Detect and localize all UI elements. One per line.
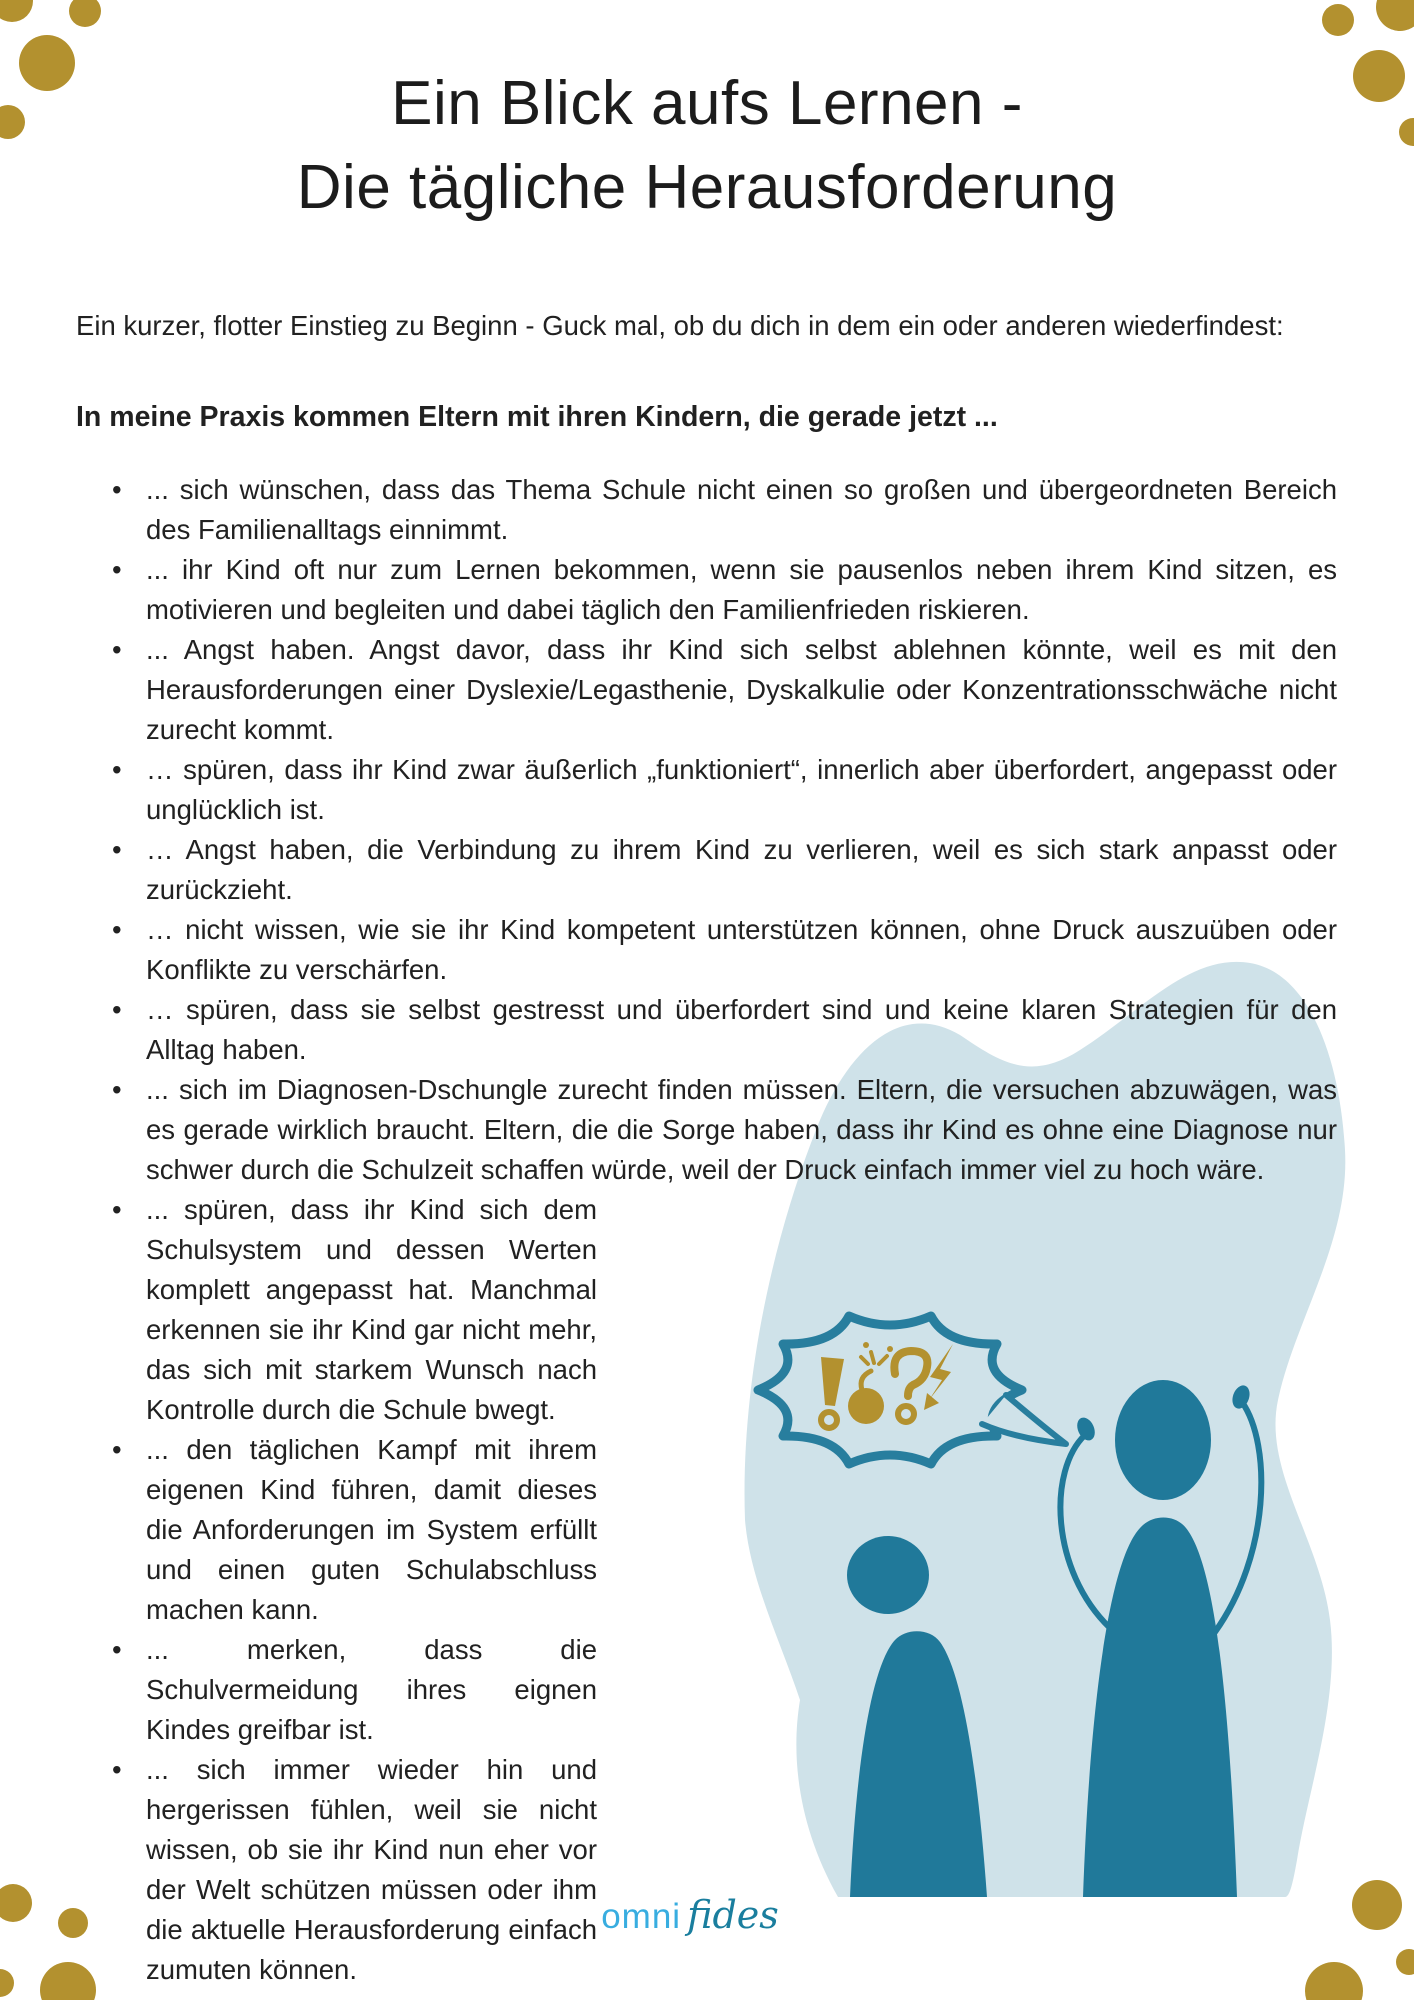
page-title	[0, 62, 1414, 230]
intro-paragraph: Ein kurzer, flotter Einstieg zu Beginn - Guck mal, ob du dich in dem ein oder anderen wiederfindest:	[76, 310, 1284, 341]
list-item: • ... merken, dass die Schulvermeidung ihres eignen Kindes greifbar ist.	[106, 1630, 597, 1750]
bullet-list-full-width	[106, 470, 1337, 1190]
list-item: • ... sich wünschen, dass das Thema Schule nicht einen so großen und übergeordneten Bereich des Familienalltags einnimmt.	[106, 470, 1337, 550]
section-heading: In meine Praxis kommen Eltern mit ihren Kindern, die gerade jetzt ...	[76, 401, 998, 433]
page-title-line1: Ein Blick aufs Lernen -	[391, 69, 1023, 138]
list-item: • … spüren, dass sie selbst gestresst und überfordert sind und keine klaren Strategien für den Alltag haben.	[106, 990, 1337, 1070]
list-item: • ... den täglichen Kampf mit ihrem eigenen Kind führen, damit dieses die Anforderungen im System erfüllt und einen guten Schulabschluss machen kann.	[106, 1430, 597, 1630]
list-item: • ... sich im Diagnosen-Dschungle zurecht finden müssen. Eltern, die versuchen abzuwägen, was es gerade wirklich braucht. Eltern, die die Sorge haben, dass ihr Kind es ohne eine Diagnose nur schwer durch die Schulzeit schaffen würde, weil der Druck einfach immer viel zu hoch wäre.	[106, 1070, 1337, 1190]
brand-logo-fides: fides	[687, 1893, 779, 1937]
list-item: • ... sich immer wieder hin und hergerissen fühlen, weil sie nicht wissen, ob sie ihr Kind nun eher vor der Welt schützen müssen oder ihm die aktuelle Herausforderung einfach zumuten können.	[106, 1750, 597, 1990]
list-item: • ... Angst haben. Angst davor, dass ihr Kind sich selbst ablehnen könnte, weil es mit den Herausforderungen einer Dyslexie/Legasthenie, Dyskalkulie oder Konzentrationsschwäche nicht zurecht kommt.	[106, 630, 1337, 750]
page-title-line2: Die tägliche Herausforderung	[296, 153, 1118, 222]
list-item: • … Angst haben, die Verbindung zu ihrem Kind zu verlieren, weil es sich stark anpasst oder zurückzieht.	[106, 830, 1337, 910]
brand-logo-omni: omni	[601, 1897, 682, 1936]
list-item: • ... ihr Kind oft nur zum Lernen bekommen, wenn sie pausenlos neben ihrem Kind sitzen, es motivieren und begleiten und dabei täglich den Familienfrieden riskieren.	[106, 550, 1337, 630]
list-item: • … nicht wissen, wie sie ihr Kind kompetent unterstützen können, ohne Druck auszuüben oder Konflikte zu verschärfen.	[106, 910, 1337, 990]
list-item: • ... spüren, dass ihr Kind sich dem Schulsystem und dessen Werten komplett angepasst hat. Manchmal erkennen sie ihr Kind gar nicht mehr, das sich mit starkem Wunsch nach Kontrolle durch die Schule bwegt.	[106, 1190, 597, 1430]
bullet-list-narrow-column	[106, 1190, 597, 1990]
brand-logo	[560, 1893, 820, 1937]
list-item: • … spüren, dass ihr Kind zwar äußerlich „funktioniert“, innerlich aber überfordert, angepasst oder unglücklich ist.	[106, 750, 1337, 830]
